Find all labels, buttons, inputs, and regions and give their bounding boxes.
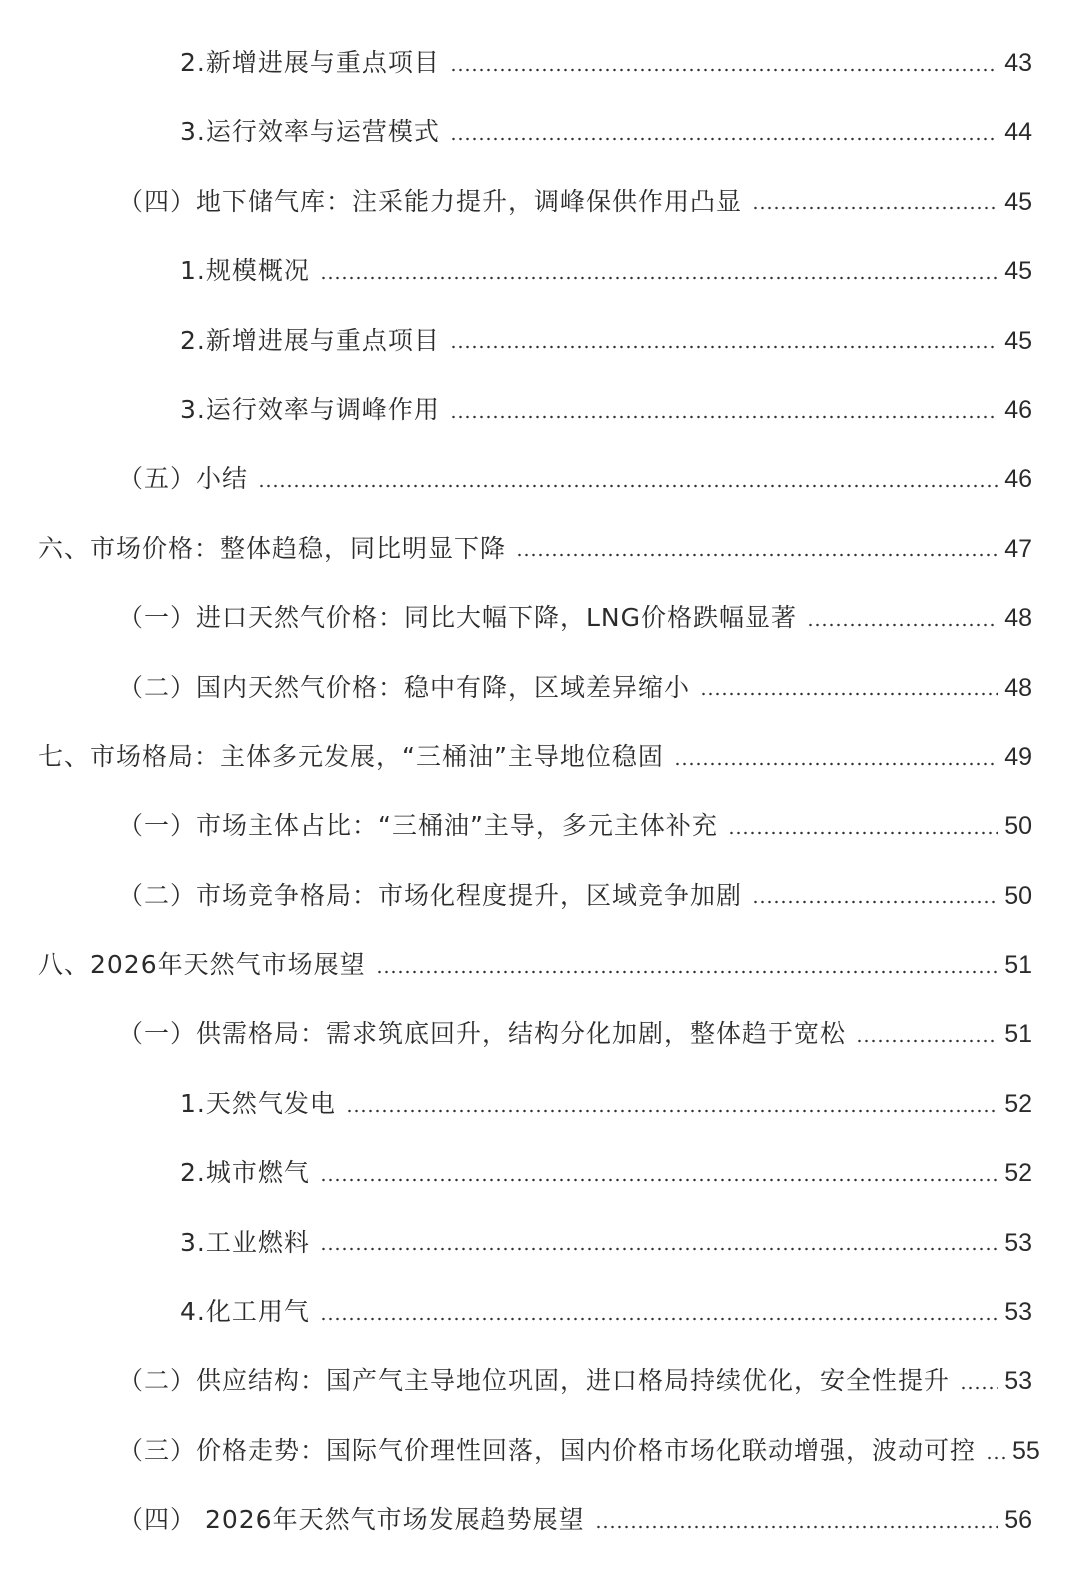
dot-leader [752,900,998,904]
toc-page-number: 52 [1004,1089,1032,1118]
toc-page-number: 52 [1004,1159,1032,1188]
dot-leader [700,692,998,696]
toc-entry-title: （一）供需格局：需求筑底回升，结构分化加剧，整体趋于宽松 [118,1019,847,1049]
toc-entry-title: （四） 2026年天然气市场发展趋势展望 [118,1505,585,1535]
dot-leader [450,68,998,72]
toc-entry[interactable] [0,1208,1080,1277]
toc-page-number: 48 [1004,673,1032,702]
toc-entry-title: 1.规模概况 [180,256,310,286]
toc-entry[interactable] [0,1138,1080,1207]
toc-entry[interactable] [0,514,1080,583]
toc-entry[interactable] [0,236,1080,305]
toc-page-number: 44 [1004,118,1032,147]
dot-leader [258,484,998,488]
toc-entry[interactable] [0,930,1080,999]
toc-entry-title: 2.城市燃气 [180,1158,310,1188]
toc-page-number: 56 [1004,1506,1032,1535]
toc-page-number: 47 [1004,534,1032,563]
toc-page-number: 46 [1004,395,1032,424]
toc-entry-title: （一）市场主体占比：“三桶油”主导，多元主体补充 [118,811,718,841]
toc-entry[interactable] [0,375,1080,444]
toc-entry[interactable] [0,791,1080,860]
toc-entry-title: 3.运行效率与运营模式 [180,117,440,147]
toc-page-number: 50 [1004,812,1032,841]
toc-entry-title: 1.天然气发电 [180,1088,336,1118]
toc-page-number: 45 [1004,326,1032,355]
table-of-contents [0,28,1080,1555]
dot-leader [728,831,998,835]
toc-entry[interactable] [0,1346,1080,1415]
toc-entry-title: 2.新增进展与重点项目 [180,325,440,355]
toc-page-number: 45 [1004,187,1032,216]
toc-page-number: 45 [1004,257,1032,286]
toc-entry-title: 3.工业燃料 [180,1227,310,1257]
dot-leader [960,1386,998,1390]
toc-page-number: 53 [1004,1367,1032,1396]
toc-entry[interactable] [0,861,1080,930]
dot-leader [752,206,998,210]
toc-entry[interactable] [0,722,1080,791]
toc-entry[interactable] [0,1277,1080,1346]
toc-entry-title: （三）价格走势：国际气价理性回落，国内价格市场化联动增强，波动可控 [118,1435,977,1465]
toc-entry-title: （五）小结 [118,464,249,494]
toc-entry[interactable] [0,306,1080,375]
toc-entry-title: （四）地下储气库：注采能力提升，调峰保供作用凸显 [118,186,743,216]
toc-entry[interactable] [0,167,1080,236]
dot-leader [320,276,998,280]
dot-leader [320,1247,998,1251]
toc-entry-title: （二）国内天然气价格：稳中有降，区域差异缩小 [118,672,691,702]
toc-entry[interactable] [0,1416,1080,1485]
toc-entry-title: （一）进口天然气价格：同比大幅下降，LNG价格跌幅显著 [118,603,798,633]
toc-page-number: 53 [1004,1228,1032,1257]
toc-page-number: 55 [1012,1436,1040,1465]
toc-page-number: 50 [1004,881,1032,910]
toc-entry[interactable] [0,583,1080,652]
dot-leader [450,137,998,141]
dot-leader [450,345,998,349]
toc-page-number: 43 [1004,49,1032,77]
dot-leader [450,415,998,419]
dot-leader [986,1456,1006,1460]
dot-leader [346,1109,998,1113]
toc-entry-title: 六、市场价格：整体趋稳，同比明显下降 [38,533,507,563]
toc-entry[interactable] [0,653,1080,722]
toc-page-number: 46 [1004,465,1032,494]
toc-page-number: 49 [1004,742,1032,771]
toc-entry-title: 2.新增进展与重点项目 [180,48,440,77]
dot-leader [674,762,998,766]
toc-page-number: 51 [1004,1020,1032,1049]
dot-leader [856,1039,998,1043]
dot-leader [807,623,998,627]
toc-entry[interactable] [0,28,1080,97]
toc-entry-title: 八、2026年天然气市场展望 [38,950,366,980]
toc-entry[interactable] [0,1485,1080,1554]
dot-leader [320,1317,998,1321]
dot-leader [595,1525,999,1529]
toc-entry-title: （二）供应结构：国产气主导地位巩固，进口格局持续优化，安全性提升 [118,1366,951,1396]
toc-entry[interactable] [0,444,1080,513]
toc-entry[interactable] [0,999,1080,1068]
toc-page-number: 53 [1004,1298,1032,1327]
toc-page-number: 48 [1004,604,1032,633]
dot-leader [376,970,999,974]
toc-entry[interactable] [0,1069,1080,1138]
toc-page-number: 51 [1004,951,1032,980]
toc-entry-title: 3.运行效率与调峰作用 [180,394,440,424]
dot-leader [516,553,998,557]
toc-entry-title: 七、市场格局：主体多元发展，“三桶油”主导地位稳固 [38,741,664,771]
dot-leader [320,1178,998,1182]
toc-entry-title: （二）市场竞争格局：市场化程度提升，区域竞争加剧 [118,880,743,910]
toc-entry[interactable] [0,97,1080,166]
toc-entry-title: 4.化工用气 [180,1297,310,1327]
